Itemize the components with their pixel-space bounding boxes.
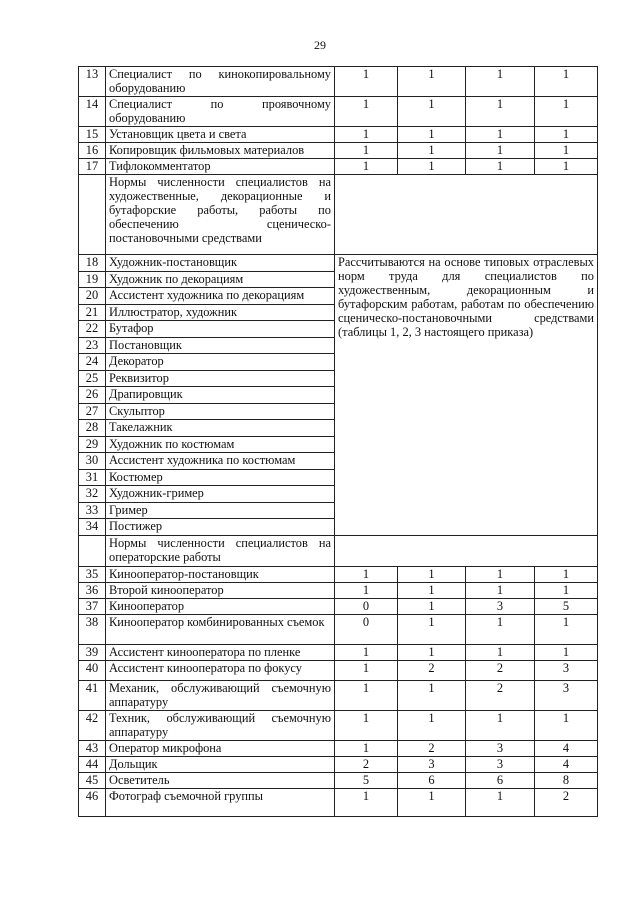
norm-value-cell: 2: [398, 660, 466, 680]
row-number-cell: 25: [79, 370, 106, 387]
empty-cell: [335, 535, 598, 566]
position-name-cell: Фотограф съемочной группы: [106, 788, 335, 816]
norm-value-cell: 1: [335, 159, 398, 175]
position-name-cell: Механик, обслуживающий съемочную аппаратуру: [106, 680, 335, 710]
row-number-cell: 34: [79, 519, 106, 536]
table-row: [79, 740, 598, 756]
table-row: [79, 566, 598, 582]
table-row: [79, 614, 598, 644]
norm-value-cell: 1: [335, 740, 398, 756]
section-heading-cell: Нормы численности специалистов на художественные, декорационные и бутафорские работы, работы по обеспечению сценическо-постановочными средствами: [106, 175, 335, 255]
row-number-cell: [79, 535, 106, 566]
row-number-cell: [79, 175, 106, 255]
norm-value-cell: 1: [398, 614, 466, 644]
position-name-cell: Скульптор: [106, 403, 335, 420]
empty-cell: [335, 175, 598, 255]
table-row: [79, 67, 598, 97]
position-name-cell: Оператор микрофона: [106, 740, 335, 756]
table-row: [79, 660, 598, 680]
norm-value-cell: 3: [466, 598, 535, 614]
row-number-cell: 30: [79, 453, 106, 470]
calculation-note-cell: Рассчитываются на основе типовых отраслевых норм труда для специалистов по художественным, декорационным и бутафорским работам, работам по обеспечению сценическо-постановочными средствами (таблицы 1, 2, 3 настоящего приказа): [335, 255, 598, 536]
position-name-cell: Копировщик фильмовых материалов: [106, 143, 335, 159]
table-row: [79, 255, 598, 272]
norm-value-cell: 1: [398, 710, 466, 740]
norm-value-cell: 1: [466, 159, 535, 175]
norm-value-cell: 3: [535, 680, 598, 710]
norm-value-cell: 1: [535, 143, 598, 159]
norm-value-cell: 0: [335, 598, 398, 614]
norm-value-cell: 8: [535, 772, 598, 788]
table-row: [79, 680, 598, 710]
norm-value-cell: 1: [398, 582, 466, 598]
page-number: 29: [314, 38, 326, 52]
position-name-cell: Художник-постановщик: [106, 255, 335, 272]
position-name-cell: Художник-гример: [106, 486, 335, 503]
norm-value-cell: 1: [466, 582, 535, 598]
norm-value-cell: 4: [535, 756, 598, 772]
norm-value-cell: 1: [398, 67, 466, 97]
norm-value-cell: 1: [535, 566, 598, 582]
position-name-cell: Гример: [106, 502, 335, 519]
row-number-cell: 19: [79, 271, 106, 288]
row-number-cell: 36: [79, 582, 106, 598]
row-number-cell: 29: [79, 436, 106, 453]
row-number-cell: 23: [79, 337, 106, 354]
row-number-cell: 21: [79, 304, 106, 321]
norm-value-cell: 5: [335, 772, 398, 788]
norm-value-cell: 1: [335, 566, 398, 582]
norm-value-cell: 6: [466, 772, 535, 788]
row-number-cell: 24: [79, 354, 106, 371]
norm-value-cell: 2: [466, 680, 535, 710]
table-row: [79, 710, 598, 740]
table-row: [79, 756, 598, 772]
norm-value-cell: 1: [466, 710, 535, 740]
norm-value-cell: 1: [398, 598, 466, 614]
row-number-cell: 14: [79, 97, 106, 127]
norm-value-cell: 1: [398, 127, 466, 143]
position-name-cell: Установщик цвета и света: [106, 127, 335, 143]
norm-value-cell: 1: [466, 127, 535, 143]
norm-value-cell: 1: [335, 67, 398, 97]
norm-value-cell: 4: [535, 740, 598, 756]
position-name-cell: Тифлокомментатор: [106, 159, 335, 175]
row-number-cell: 32: [79, 486, 106, 503]
norm-value-cell: 1: [466, 788, 535, 816]
norm-value-cell: 1: [335, 680, 398, 710]
norm-value-cell: 2: [535, 788, 598, 816]
position-name-cell: Специалист по проявочному оборудованию: [106, 97, 335, 127]
section-heading-cell: Нормы численности специалистов на операторские работы: [106, 535, 335, 566]
row-number-cell: 39: [79, 644, 106, 660]
row-number-cell: 18: [79, 255, 106, 272]
norm-value-cell: 1: [335, 660, 398, 680]
norm-value-cell: 1: [466, 644, 535, 660]
position-name-cell: Кинооператор: [106, 598, 335, 614]
norm-value-cell: 1: [535, 582, 598, 598]
row-number-cell: 37: [79, 598, 106, 614]
row-number-cell: 13: [79, 67, 106, 97]
row-number-cell: 20: [79, 288, 106, 305]
norm-value-cell: 1: [335, 788, 398, 816]
norm-value-cell: 1: [398, 97, 466, 127]
norm-value-cell: 1: [535, 97, 598, 127]
position-name-cell: Техник, обслуживающий съемочную аппаратуру: [106, 710, 335, 740]
norm-value-cell: 1: [535, 127, 598, 143]
position-name-cell: Бутафор: [106, 321, 335, 338]
row-number-cell: 38: [79, 614, 106, 644]
norm-value-cell: 1: [398, 159, 466, 175]
row-number-cell: 28: [79, 420, 106, 437]
norm-value-cell: 1: [535, 614, 598, 644]
position-name-cell: Костюмер: [106, 469, 335, 486]
norm-value-cell: 1: [398, 644, 466, 660]
table-row: [79, 644, 598, 660]
row-number-cell: 26: [79, 387, 106, 404]
table-row: [79, 788, 598, 816]
norm-value-cell: 1: [398, 680, 466, 710]
norm-value-cell: 1: [466, 97, 535, 127]
position-name-cell: Декоратор: [106, 354, 335, 371]
norm-value-cell: 1: [466, 143, 535, 159]
norm-value-cell: 3: [466, 740, 535, 756]
norm-value-cell: 1: [466, 614, 535, 644]
table-row: [79, 598, 598, 614]
norm-value-cell: 3: [466, 756, 535, 772]
row-number-cell: 46: [79, 788, 106, 816]
table-row: [79, 97, 598, 127]
position-name-cell: Осветитель: [106, 772, 335, 788]
norm-value-cell: 1: [535, 644, 598, 660]
table-row: [79, 772, 598, 788]
norm-value-cell: 1: [335, 127, 398, 143]
norm-value-cell: 1: [335, 143, 398, 159]
row-number-cell: 33: [79, 502, 106, 519]
table-row: [79, 143, 598, 159]
position-name-cell: Специалист по кинокопировальному оборудованию: [106, 67, 335, 97]
norm-value-cell: 1: [535, 710, 598, 740]
norm-value-cell: 3: [535, 660, 598, 680]
table-row: [79, 159, 598, 175]
table-row: [79, 535, 598, 566]
norm-value-cell: 1: [398, 143, 466, 159]
position-name-cell: Ассистент кинооператора по пленке: [106, 644, 335, 660]
row-number-cell: 42: [79, 710, 106, 740]
position-name-cell: Художник по декорациям: [106, 271, 335, 288]
staffing-norms-table: [78, 66, 598, 817]
position-name-cell: Второй кинооператор: [106, 582, 335, 598]
position-name-cell: Иллюстратор, художник: [106, 304, 335, 321]
norm-value-cell: 1: [335, 97, 398, 127]
table-row: [79, 127, 598, 143]
position-name-cell: Ассистент художника по декорациям: [106, 288, 335, 305]
position-name-cell: Ассистент художника по костюмам: [106, 453, 335, 470]
row-number-cell: 35: [79, 566, 106, 582]
position-name-cell: Ассистент кинооператора по фокусу: [106, 660, 335, 680]
norm-value-cell: 2: [335, 756, 398, 772]
row-number-cell: 44: [79, 756, 106, 772]
table-row: [79, 582, 598, 598]
row-number-cell: 31: [79, 469, 106, 486]
position-name-cell: Дольщик: [106, 756, 335, 772]
position-name-cell: Постижер: [106, 519, 335, 536]
norm-value-cell: 6: [398, 772, 466, 788]
table-row: [79, 175, 598, 255]
norm-value-cell: 1: [398, 788, 466, 816]
norm-value-cell: 2: [466, 660, 535, 680]
position-name-cell: Такелажник: [106, 420, 335, 437]
row-number-cell: 43: [79, 740, 106, 756]
norm-value-cell: 1: [535, 159, 598, 175]
position-name-cell: Постановщик: [106, 337, 335, 354]
row-number-cell: 17: [79, 159, 106, 175]
table-body: [79, 67, 598, 817]
norm-value-cell: 2: [398, 740, 466, 756]
norm-value-cell: 1: [335, 582, 398, 598]
norm-value-cell: 1: [335, 710, 398, 740]
position-name-cell: Реквизитор: [106, 370, 335, 387]
position-name-cell: Кинооператор комбинированных съемок: [106, 614, 335, 644]
norm-value-cell: 1: [398, 566, 466, 582]
norm-value-cell: 1: [466, 67, 535, 97]
row-number-cell: 22: [79, 321, 106, 338]
row-number-cell: 40: [79, 660, 106, 680]
norm-value-cell: 1: [466, 566, 535, 582]
row-number-cell: 27: [79, 403, 106, 420]
row-number-cell: 41: [79, 680, 106, 710]
norm-value-cell: 5: [535, 598, 598, 614]
position-name-cell: Кинооператор-постановщик: [106, 566, 335, 582]
row-number-cell: 16: [79, 143, 106, 159]
norm-value-cell: 1: [535, 67, 598, 97]
row-number-cell: 45: [79, 772, 106, 788]
norm-value-cell: 3: [398, 756, 466, 772]
row-number-cell: 15: [79, 127, 106, 143]
position-name-cell: Художник по костюмам: [106, 436, 335, 453]
norm-value-cell: 1: [335, 644, 398, 660]
position-name-cell: Драпировщик: [106, 387, 335, 404]
norm-value-cell: 0: [335, 614, 398, 644]
